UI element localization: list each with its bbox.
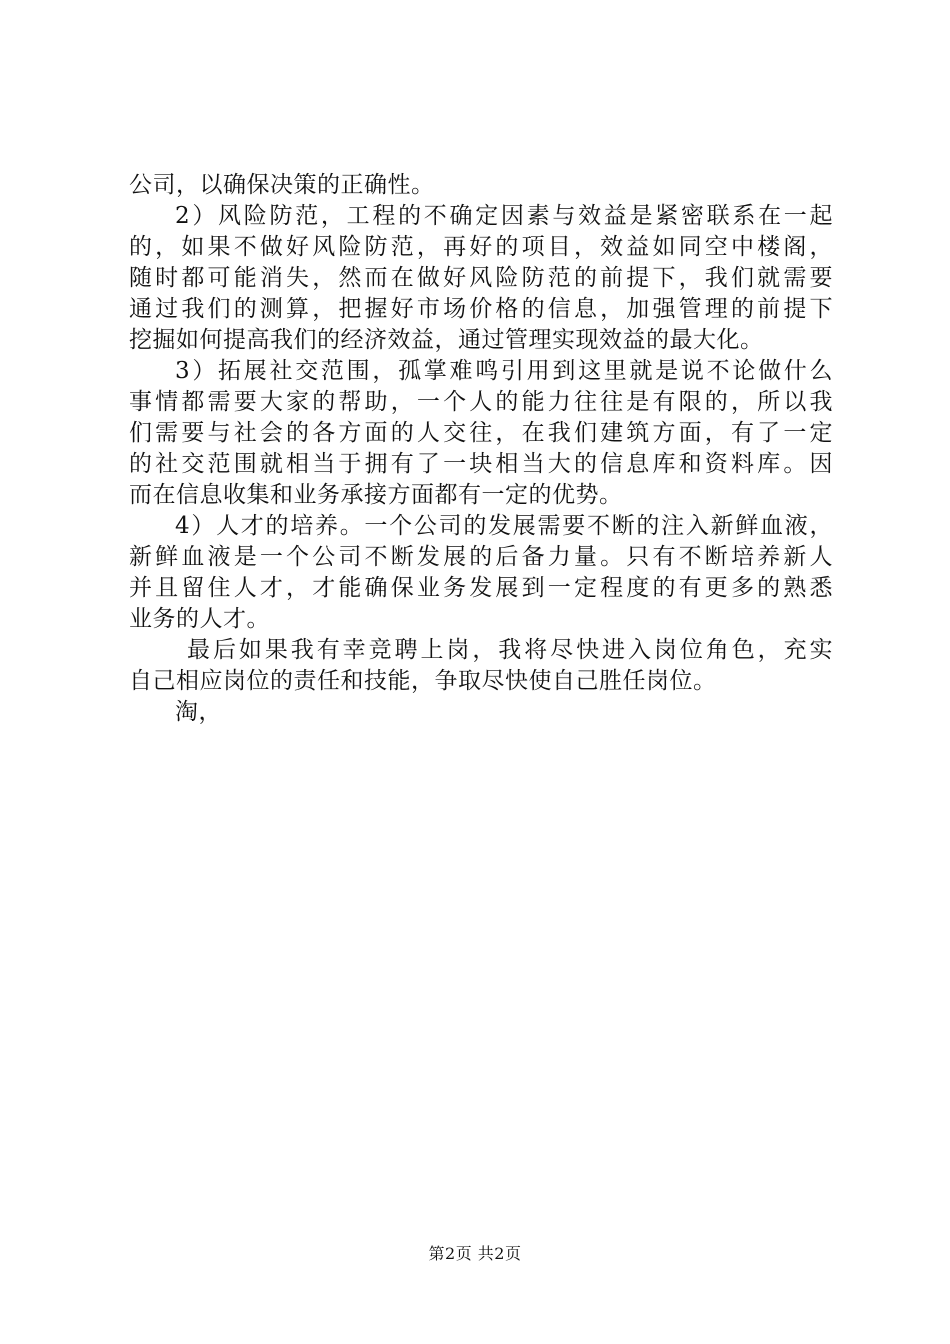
- paragraph-line: 并且留住人才，才能确保业务发展到一定程度的有更多的熟悉: [129, 575, 833, 601]
- paragraph-line: 事情都需要大家的帮助，一个人的能力往往是有限的，所以我: [129, 389, 833, 415]
- paragraph-line: 的社交范围就相当于拥有了一块相当大的信息库和资料库。因: [129, 451, 833, 477]
- paragraph-line: 的，如果不做好风险防范，再好的项目，效益如同空中楼阁，: [129, 234, 833, 260]
- paragraph-line: 公司，以确保决策的正确性。: [129, 172, 435, 198]
- paragraph-line: 而在信息收集和业务承接方面都有一定的优势。: [129, 482, 623, 508]
- paragraph-line: 2）风险防范，工程的不确定因素与效益是紧密联系在一起: [175, 203, 833, 229]
- paragraph-line: 自己相应岗位的责任和技能，争取尽快使自己胜任岗位。: [129, 668, 717, 694]
- paragraph-line: 挖掘如何提高我们的经济效益，通过管理实现效益的最大化。: [129, 327, 764, 353]
- paragraph-line: 3）拓展社交范围，孤掌难鸣引用到这里就是说不论做什么: [175, 358, 833, 384]
- page-number-footer: 第2页 共2页: [428, 1244, 522, 1263]
- paragraph-line: 4）人才的培养。一个公司的发展需要不断的注入新鲜血液，: [175, 513, 833, 539]
- paragraph-line: 新鲜血液是一个公司不断发展的后备力量。只有不断培养新人: [129, 544, 833, 570]
- paragraph-line: 通过我们的测算，把握好市场价格的信息，加强管理的前提下: [129, 296, 833, 322]
- paragraph-line: 们需要与社会的各方面的人交往，在我们建筑方面，有了一定: [129, 420, 833, 446]
- paragraph-line: 业务的人才。: [129, 606, 270, 632]
- paragraph-line: 随时都可能消失，然而在做好风险防范的前提下，我们就需要: [129, 265, 833, 291]
- paragraph-line: 淘，: [175, 699, 222, 725]
- document-body: [129, 170, 833, 728]
- paragraph-line: 最后如果我有幸竞聘上岗，我将尽快进入岗位角色，充实: [187, 637, 833, 663]
